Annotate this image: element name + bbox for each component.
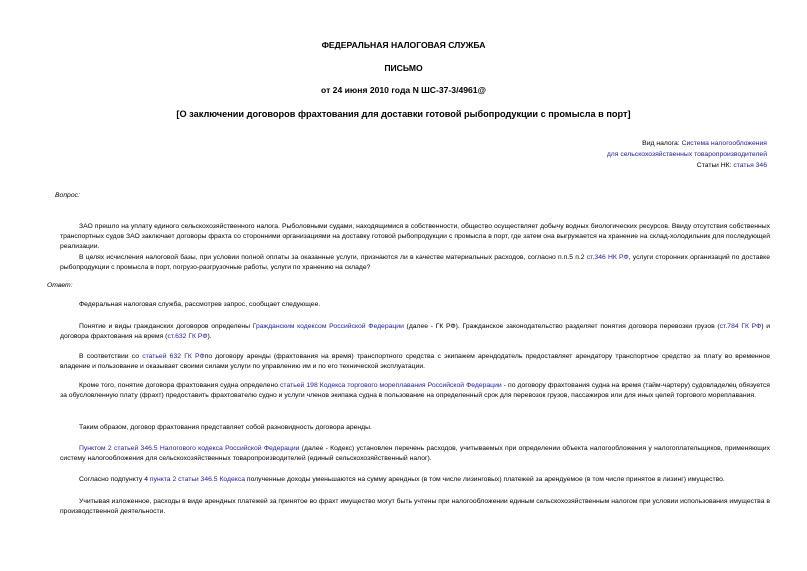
answer-label: Ответ:	[47, 282, 73, 289]
tax-type-label: Вид налога:	[642, 140, 680, 147]
text-run: по договору аренды (фрахтования на время) транспортного средства с экипажем арендодатель предоставляет арендатору транспортное средство за плату во временное владение и пользование и оказывает своими силами услуги по управлению им и по его технической эксплуатации.	[60, 353, 770, 371]
gk-632-article-link[interactable]: статьей 632 ГК РФ	[142, 353, 205, 360]
text-run: В соответствии со	[79, 353, 143, 360]
text-run: ) и договора фрахтования на время (	[60, 323, 771, 341]
text-run: (далее - ГК РФ). Гражданское законодательство разделяет понятия договора перевозки грузов (	[403, 323, 720, 330]
letter-subject: [О заключении договоров фрахтования для доставки готовой рыбопродукции с промысла в порт]	[176, 109, 631, 119]
agency-title: ФЕДЕРАЛЬНАЯ НАЛОГОВАЯ СЛУЖБА	[321, 40, 486, 50]
question-paragraph-1: ЗАО прешло на уплату единого сельскохозяйственного налога. Рыболовными судами, находящимися в собственности, общество осуществляет добычу водных биологических ресурсов. Ввиду отсутствия собственных транспортных судов ЗАО заключает договоры фрахта со сторонними организациями на доставку готовой рыбопродукции с промысла в порт, где затем она выгружается на хранение на склад-холодильник для последующей реализации.	[60, 223, 770, 251]
text-run: В целях исчисления налоговой базы, при условии полной оплаты за оказанные услуги, признаются ли в качестве материальных расходов, согласно п.п.5 п.2	[79, 254, 587, 261]
answer-paragraph-6	[60, 444, 770, 464]
gk-784-link[interactable]: ст.784 ГК РФ	[719, 323, 762, 330]
nk-346-link[interactable]: ст.346 НК РФ	[586, 254, 629, 261]
civil-code-link[interactable]: Гражданским кодексом Российской Федерации	[252, 323, 404, 330]
gk-632-link[interactable]: ст.632 ГК РФ	[167, 333, 208, 341]
answer-paragraph-5: Таким образом, договор фрахтования представляет собой разновидность договора аренды.	[79, 424, 372, 431]
text-run: Согласно подпункту 4	[79, 476, 150, 483]
text-run: (далее - Кодекс) установлен перечень расходов, учитываемых при определении объекта налогообложения у налогоплательщиков, применяющих систему налогообложения для сельскохозяйственных товаропроизводителей (единый сельскохозяйственный налог).	[60, 445, 771, 463]
answer-paragraph-8: Учитывая изложенное, расходы в виде арендных платежей за принятое во фрахт имущество могут быть учтены при налогообложении единым сельскохозяйственным налогом при условии использования имущества в производственной деятельности.	[60, 498, 770, 516]
text-run: полученные доходы уменьшаются на сумму арендных (в том числе лизинговых) платежей за арендуемое (в том числе принятое в лизинг) имущество.	[245, 476, 725, 483]
nk-article-link[interactable]: статья 346	[733, 162, 767, 169]
nk-articles-line	[607, 160, 767, 171]
answer-paragraph-7	[60, 475, 770, 485]
nk-label: Статьи НК:	[696, 162, 732, 169]
answer-paragraph-4	[60, 381, 770, 401]
doc-type: ПИСЬМО	[384, 63, 423, 73]
tax-system-link[interactable]: Система налогообложения	[681, 140, 767, 147]
tax-type-line	[607, 138, 767, 149]
merchant-shipping-code-link[interactable]: статьей 198 Кодекса торгового мореплавания Российской Федерации	[280, 382, 502, 389]
question-label: Вопрос:	[55, 192, 80, 199]
code-346-5-clause-link[interactable]: пункта 2 статьи 346.5 Кодекса	[149, 476, 246, 483]
text-run: , услуги сторонних организаций по доставке рыбопродукции с промысла в порт, погрузо-разгрузочные работы, услуги по хранению на складе?	[60, 254, 770, 272]
metadata-block	[607, 138, 767, 171]
answer-paragraph-1: Федеральная налоговая служба, рассмотрев запрос, сообщает следующее.	[79, 301, 321, 308]
text-run: Понятие и виды гражданских договоров определены	[79, 323, 253, 330]
date-number: от 24 июня 2010 года N ШС-37-3/4961@	[321, 85, 486, 95]
text-run: ).	[207, 333, 212, 341]
text-run: - по договору фрахтования судна на время (тайм-чартеру) судовладелец обязуется за обусловленную плату (фрахт) предоставить фрахтователю судно и услуги членов экипажа судна в пользование на определенный срок для перевозок грузов, пассажиров или для иных целей торгового мореплавания.	[60, 382, 770, 400]
answer-paragraph-2	[60, 322, 770, 342]
tax-system-link-continued[interactable]: для сельскохозяйственных товаропроизводителей	[606, 151, 767, 158]
text-run: Кроме того, понятие договора фрахтования судна определено	[79, 382, 281, 389]
answer-paragraph-3	[60, 352, 770, 372]
tax-code-346-5-link[interactable]: Пунктом 2 статьей 346.5 Налогового кодекса Российской Федерации	[79, 445, 300, 452]
question-paragraph-2	[60, 253, 770, 273]
